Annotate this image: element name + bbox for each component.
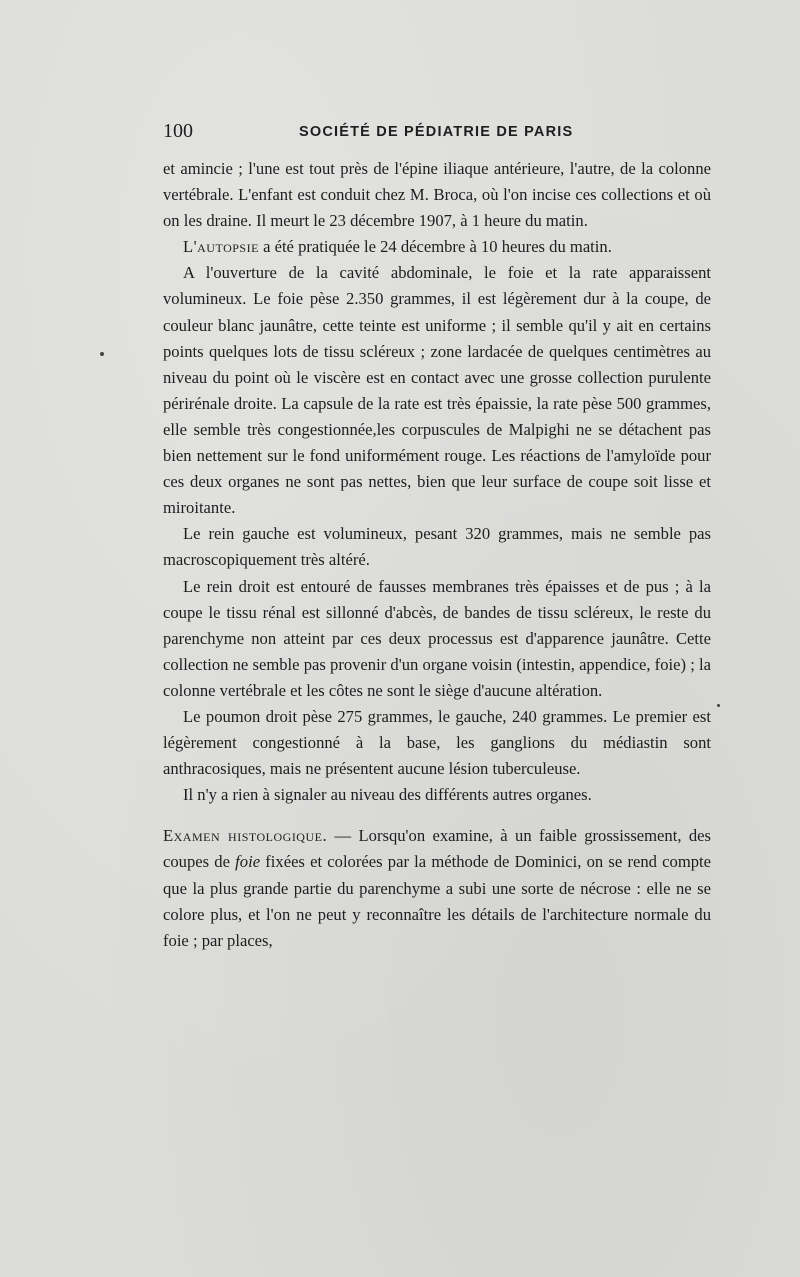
paragraph-7: Il n'y a rien à signaler au niveau des différents autres organes. — [183, 785, 592, 805]
paragraph-8-text-b: fixées et colorées par la méthode de Dominici, on se rend compte que la plus grande partie du parenchyme a subi une sorte de nécrose : elle ne se colore plus, et l'on ne peut y reconnaître les détails de l'architecture normale du foie ; par places, — [163, 852, 711, 950]
foie-italic: foie — [235, 852, 261, 872]
paragraph-4: Le rein gauche est volumineux, pesant 320 grammes, mais ne semble pas macroscopiquement très altéré. — [163, 524, 711, 570]
paragraph-6: Le poumon droit pèse 275 grammes, le gauche, 240 grammes. Le premier est légèrement congestionné à la base, les ganglions du médiastin sont anthracosiques, mais ne présentent aucune lésion tuberculeuse. — [163, 706, 711, 779]
running-head: SOCIÉTÉ DE PÉDIATRIE DE PARIS — [299, 124, 574, 140]
paragraph-5: Le rein droit est entouré de fausses membranes très épaisses et de pus ; à la coupe le tissu rénal est sillonné d'abcès, de bandes de tissu scléreux, le reste du parenchyme non atteint par ces deux processus est d'apparence jaunâtre. Cette collection ne semble pas provenir d'un organe voisin (intestin, appendice, foie) ; la colonne vertébrale et les côtes ne sont le siège d'aucune altération. — [163, 576, 711, 700]
paragraph-3: A l'ouverture de la cavité abdominale, le foie et la rate apparaissent volumineux. Le foie pèse 2.350 grammes, il est légèrement dur à la coupe, de couleur blanc jaunâtre, cette teinte est uniforme ; il semble qu'il y ait en certains points quelques lots de tissu scléreux ; zone lardacée de quelques centimètres au niveau du point où le viscère est en contact avec une grosse collection purulente périrénale droite. La capsule de la rate est très épaissie, la rate pèse 500 grammes, elle semble très congestionnée,les corpuscules de Malpighi ne se détachent pas bien nettement sur le fond uniformément rouge. Les réactions de l'amyloïde pour ces deux organes ne sont pas nettes, bien que leur surface de coupe soit lisse et miroitante. — [163, 263, 711, 518]
paragraph-2-text: a été pratiquée le 24 décembre à 10 heures du matin. — [258, 237, 612, 257]
examen-heading: Examen histologique. — [163, 826, 328, 846]
paper-speck — [100, 352, 104, 356]
paragraph-8-text-a: — Lorsqu'on examine, à un faible grossissement, des coupes de — [163, 826, 711, 872]
body-text — [163, 156, 711, 954]
page-number: 100 — [163, 120, 193, 142]
paragraph-8 — [163, 823, 711, 953]
page-header — [163, 120, 711, 150]
paragraph-1: et amincie ; l'une est tout près de l'épine iliaque antérieure, l'autre, de la colonne vertébrale. L'enfant est conduit chez M. Broca, où l'on incise ces collections et où on les draine. Il meurt le 23 décembre 1907, à 1 heure du matin. — [163, 159, 711, 231]
paragraph-2 — [163, 234, 711, 260]
paper-speck — [717, 704, 720, 707]
autopsie-heading: L'autopsie — [183, 237, 259, 257]
